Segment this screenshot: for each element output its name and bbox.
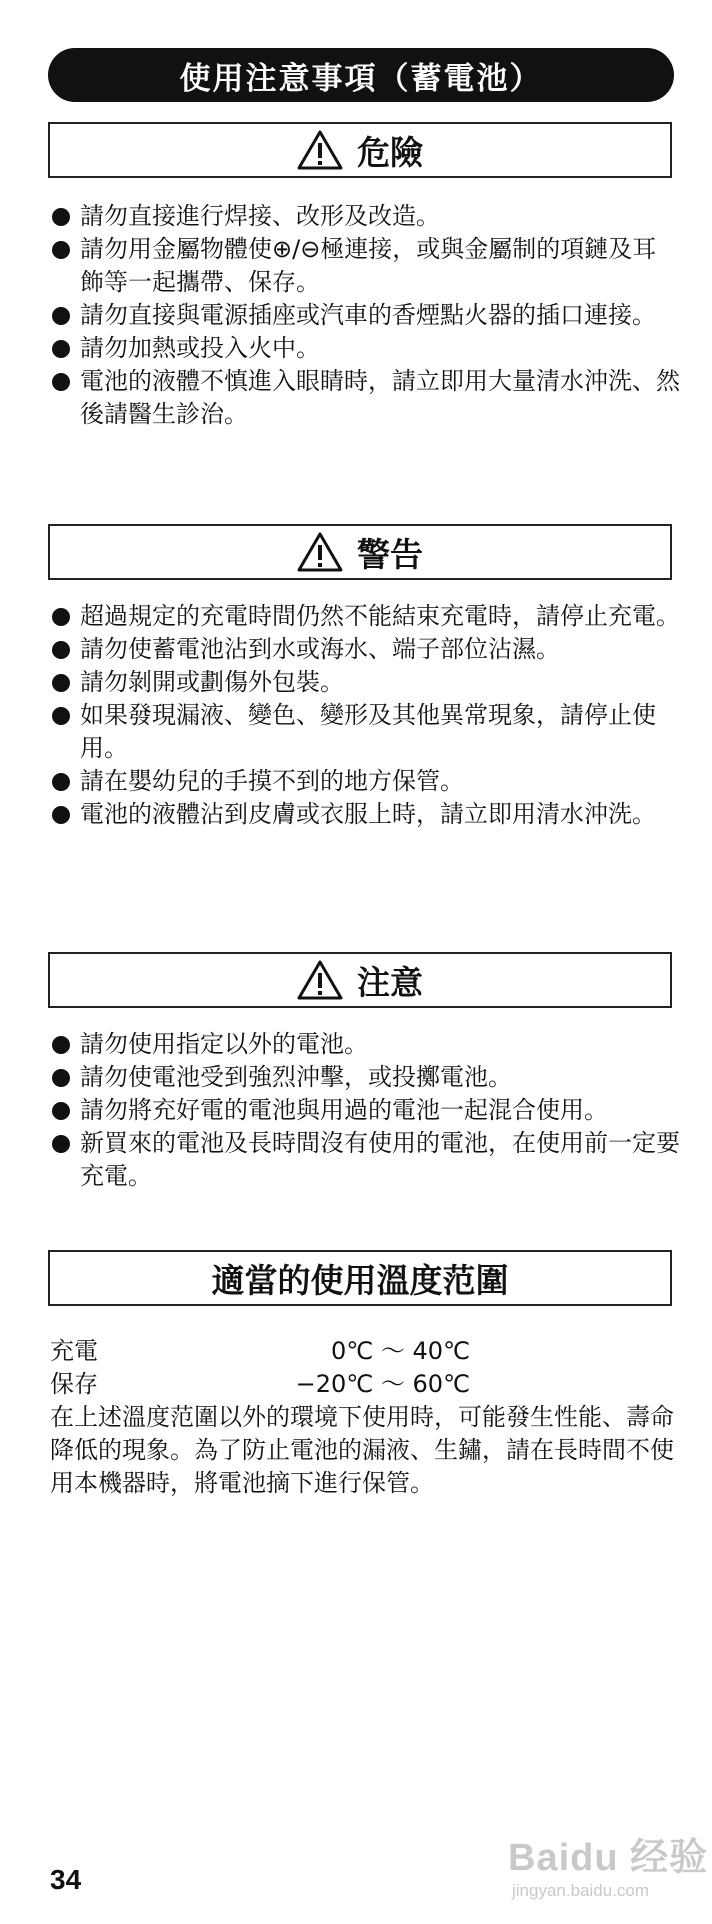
list-item: 新買來的電池及長時間沒有使用的電池，在使用前一定要充電。 — [50, 1127, 680, 1193]
temperature-range: −20℃ ～ 60℃ — [295, 1370, 470, 1398]
bullet-icon — [52, 1036, 70, 1054]
warning-list — [50, 600, 680, 831]
bullet-icon — [52, 1069, 70, 1087]
list-item: 請勿使用指定以外的電池。 — [50, 1028, 680, 1061]
warning-heading: 警告 — [357, 534, 423, 574]
list-item: 超過規定的充電時間仍然不能結束充電時，請停止充電。 — [50, 600, 680, 633]
temperature-row — [50, 1335, 470, 1368]
page-title: 使用注意事項（蓄電池） — [48, 48, 674, 102]
page-number: 34 — [50, 1864, 82, 1895]
bullet-icon — [52, 707, 70, 725]
list-item: 電池的液體沾到皮膚或衣服上時，請立即用清水沖洗。 — [50, 798, 680, 831]
temperature-label: 充電 — [50, 1337, 98, 1365]
watermark-logo: Baidu 经验 — [508, 1837, 709, 1879]
bullet-icon — [52, 307, 70, 325]
warning-triangle-icon — [297, 959, 343, 1001]
bullet-icon — [52, 1102, 70, 1120]
temperature-range: 0℃ ～ 40℃ — [331, 1337, 470, 1365]
warning-triangle-icon — [297, 129, 343, 171]
list-item: 請勿直接進行焊接、改形及改造。 — [50, 200, 680, 233]
bullet-icon — [52, 241, 70, 259]
bullet-icon — [52, 608, 70, 626]
warning-heading-box — [48, 524, 672, 580]
bullet-icon — [52, 806, 70, 824]
list-item: 請勿用金屬物體使⊕/⊖極連接，或與金屬制的項鏈及耳飾等一起攜帶、保存。 — [50, 233, 680, 299]
bullet-icon — [52, 773, 70, 791]
list-item: 請勿使電池受到強烈沖擊，或投擲電池。 — [50, 1061, 680, 1094]
caution-heading: 注意 — [357, 962, 423, 1002]
list-item: 請勿使蓄電池沾到水或海水、端子部位沾濕。 — [50, 633, 680, 666]
list-item: 請勿將充好電的電池與用過的電池一起混合使用。 — [50, 1094, 680, 1127]
temperature-label: 保存 — [50, 1370, 98, 1398]
temperature-row — [50, 1368, 470, 1401]
bullet-icon — [52, 340, 70, 358]
danger-heading: 危險 — [357, 132, 423, 172]
caution-heading-box — [48, 952, 672, 1008]
warning-triangle-icon — [297, 531, 343, 573]
watermark-url: jingyan.baidu.com — [512, 1881, 650, 1900]
watermark — [508, 1826, 708, 1901]
danger-heading-box — [48, 122, 672, 178]
bullet-icon — [52, 674, 70, 692]
bullet-icon — [52, 208, 70, 226]
list-item: 請勿剝開或劃傷外包裝。 — [50, 666, 680, 699]
bullet-icon — [52, 1135, 70, 1153]
list-item: 請勿直接與電源插座或汽車的香煙點火器的插口連接。 — [50, 299, 680, 332]
list-item: 如果發現漏液、變色、變形及其他異常現象，請停止使用。 — [50, 699, 680, 765]
temperature-table — [50, 1335, 470, 1401]
bullet-icon — [52, 373, 70, 391]
list-item: 請勿加熱或投入火中。 — [50, 332, 680, 365]
temperature-heading: 適當的使用溫度范圍 — [211, 1260, 509, 1300]
caution-list — [50, 1028, 680, 1193]
list-item: 電池的液體不慎進入眼睛時，請立即用大量清水沖洗、然後請醫生診治。 — [50, 365, 680, 431]
temperature-note: 在上述溫度范圍以外的環境下使用時，可能發生性能、壽命降低的現象。為了防止電池的漏液、生鏽，請在長時間不使用本機器時，將電池摘下進行保管。 — [50, 1403, 674, 1497]
list-item: 請在嬰幼兒的手摸不到的地方保管。 — [50, 765, 680, 798]
temperature-heading-box — [48, 1250, 672, 1306]
danger-list — [50, 200, 680, 431]
bullet-icon — [52, 641, 70, 659]
